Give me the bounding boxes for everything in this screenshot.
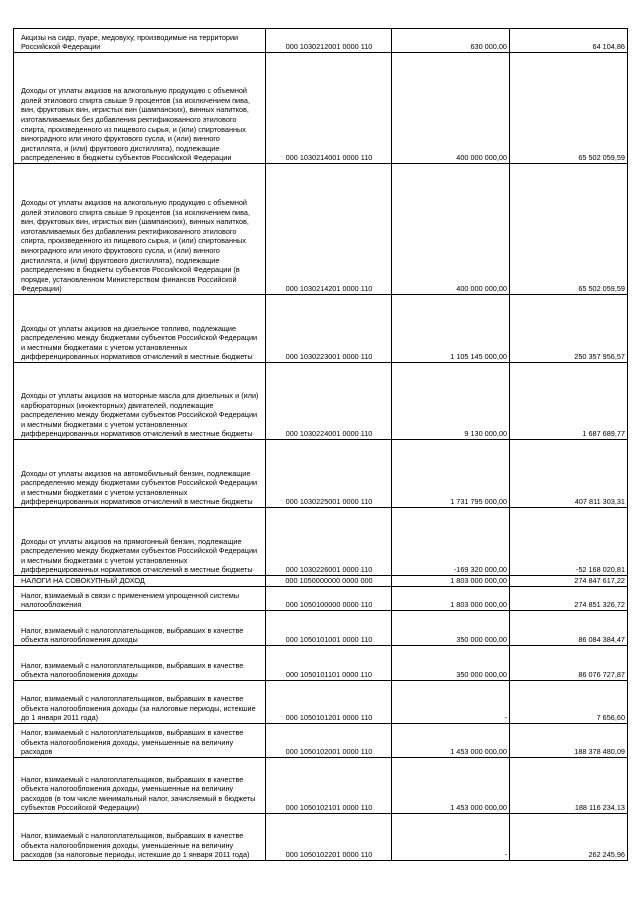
row-fact-cell: 274 851 326,72 bbox=[510, 587, 628, 611]
row-name-cell: Доходы от уплаты акцизов на алкогольную продукцию с объемной долей этилового спирта свыше 9 процентов (за исключением пива, вин, фруктовых вин, игристых вин (шампанских), винных напитков, изготавливаемых без добавления ректификованного этилового спирта, произведенного из пищевого сырья, и (или) спиртованных виноградного или иного фруктового сусла, и (или) винного дистиллята, и (или) фруктового дистиллята), подлежащие распределению в бюджеты субъектов Российской Федерации bbox=[14, 53, 266, 164]
table-row bbox=[14, 295, 628, 363]
row-code-cell: 000 1050101201 0000 110 bbox=[266, 681, 392, 724]
row-plan-cell: -169 320 000,00 bbox=[392, 508, 510, 576]
row-fact-cell: -52 168 020,81 bbox=[510, 508, 628, 576]
row-code-cell: 000 1030214201 0000 110 bbox=[266, 164, 392, 295]
revenue-table bbox=[13, 28, 628, 861]
row-fact-cell: 86 076 727,87 bbox=[510, 646, 628, 681]
row-plan-cell: 350 000 000,00 bbox=[392, 611, 510, 646]
row-code-cell: 000 1030226001 0000 110 bbox=[266, 508, 392, 576]
table-row bbox=[14, 508, 628, 576]
row-code-cell: 000 1030214001 0000 110 bbox=[266, 53, 392, 164]
row-plan-cell: 350 000 000,00 bbox=[392, 646, 510, 681]
row-name-cell: Доходы от уплаты акцизов на дизельное топливо, подлежащие распределению между бюджетами субъектов Российской Федерации и местными бюджетами с учетом установленных дифференцированных нормативов отчислений в местные бюджеты bbox=[14, 295, 266, 363]
table-row bbox=[14, 681, 628, 724]
row-fact-cell: 274 847 617,22 bbox=[510, 576, 628, 587]
row-name-cell: Налог, взимаемый с налогоплательщиков, выбравших в качестве объекта налогообложения доходы, уменьшенные на величину расходов (за налоговые периоды, истекшие до 1 января 2011 года) bbox=[14, 814, 266, 861]
row-plan-cell: 1 453 000 000,00 bbox=[392, 724, 510, 758]
table-row bbox=[14, 611, 628, 646]
row-name-cell: Налог, взимаемый с налогоплательщиков, выбравших в качестве объекта налогообложения доходы bbox=[14, 646, 266, 681]
row-fact-cell: 7 656,60 bbox=[510, 681, 628, 724]
revenue-report-sheet bbox=[13, 28, 628, 861]
table-row bbox=[14, 814, 628, 861]
table-row bbox=[14, 440, 628, 508]
row-code-cell: 000 1030224001 0000 110 bbox=[266, 363, 392, 440]
row-plan-cell: 1 803 000 000,00 bbox=[392, 587, 510, 611]
row-name-cell: Налог, взимаемый с налогоплательщиков, выбравших в качестве объекта налогообложения доходы, уменьшенные на величину расходов (в том числе минимальный налог, зачисляемый в бюджеты субъектов Российской Федерации) bbox=[14, 758, 266, 814]
row-plan-cell: 1 731 795 000,00 bbox=[392, 440, 510, 508]
row-plan-cell: 9 130 000,00 bbox=[392, 363, 510, 440]
row-fact-cell: 65 502 059,59 bbox=[510, 53, 628, 164]
row-name-cell: Акцизы на сидр, пуаре, медовуху, производимые на территории Российской Федерации bbox=[14, 29, 266, 53]
row-code-cell: 000 1050102201 0000 110 bbox=[266, 814, 392, 861]
row-code-cell: 000 1050102001 0000 110 bbox=[266, 724, 392, 758]
table-row bbox=[14, 363, 628, 440]
row-name-cell: Налог, взимаемый в связи с применением упрощенной системы налогообложения bbox=[14, 587, 266, 611]
row-name-cell: НАЛОГИ НА СОВОКУПНЫЙ ДОХОД bbox=[14, 576, 266, 587]
row-code-cell: 000 1050100000 0000 110 bbox=[266, 587, 392, 611]
row-fact-cell: 86 084 384,47 bbox=[510, 611, 628, 646]
table-row bbox=[14, 576, 628, 587]
row-fact-cell: 65 502 059,59 bbox=[510, 164, 628, 295]
row-code-cell: 000 1050101101 0000 110 bbox=[266, 646, 392, 681]
row-plan-cell: 630 000,00 bbox=[392, 29, 510, 53]
row-code-cell: 000 1030223001 0000 110 bbox=[266, 295, 392, 363]
row-name-cell: Налог, взимаемый с налогоплательщиков, выбравших в качестве объекта налогообложения доходы bbox=[14, 611, 266, 646]
row-fact-cell: 188 116 234,13 bbox=[510, 758, 628, 814]
row-plan-cell: 1 803 000 000,00 bbox=[392, 576, 510, 587]
table-row bbox=[14, 758, 628, 814]
row-plan-cell: - bbox=[392, 681, 510, 724]
table-row bbox=[14, 646, 628, 681]
row-fact-cell: 262 245,96 bbox=[510, 814, 628, 861]
row-fact-cell: 188 378 480,09 bbox=[510, 724, 628, 758]
row-code-cell: 000 1030212001 0000 110 bbox=[266, 29, 392, 53]
row-name-cell: Доходы от уплаты акцизов на прямогонный бензин, подлежащие распределению между бюджетами субъектов Российской Федерации и местными бюджетами с учетом установленных дифференцированных нормативов отчислений в местные бюджеты bbox=[14, 508, 266, 576]
row-plan-cell: 1 453 000 000,00 bbox=[392, 758, 510, 814]
row-name-cell: Налог, взимаемый с налогоплательщиков, выбравших в качестве объекта налогообложения доходы (за налоговые периоды, истекшие до 1 января 2011 года) bbox=[14, 681, 266, 724]
row-fact-cell: 64 104,86 bbox=[510, 29, 628, 53]
row-name-cell: Доходы от уплаты акцизов на алкогольную продукцию с объемной долей этилового спирта свыше 9 процентов (за исключением пива, вин, фруктовых вин, игристых вин (шампанских), винных напитков, изготавливаемых без добавления ректификованного этилового спирта, произведенного из пищевого сырья, и (или) спиртованных виноградного или иного фруктового сусла, и (или) винного дистиллята, и (или) фруктового дистиллята), подлежащие распределению в бюджеты субъектов Российской Федерации (в порядке, установленном Министерством финансов Российской Федерации) bbox=[14, 164, 266, 295]
table-row bbox=[14, 29, 628, 53]
row-name-cell: Налог, взимаемый с налогоплательщиков, выбравших в качестве объекта налогообложения доходы, уменьшенные на величину расходов bbox=[14, 724, 266, 758]
row-code-cell: 000 1050101001 0000 110 bbox=[266, 611, 392, 646]
table-row bbox=[14, 53, 628, 164]
table-row bbox=[14, 724, 628, 758]
row-fact-cell: 1 687 689,77 bbox=[510, 363, 628, 440]
row-fact-cell: 250 357 956,57 bbox=[510, 295, 628, 363]
row-fact-cell: 407 811 303,31 bbox=[510, 440, 628, 508]
row-plan-cell: 400 000 000,00 bbox=[392, 164, 510, 295]
row-plan-cell: 1 105 145 000,00 bbox=[392, 295, 510, 363]
row-code-cell: 000 1050000000 0000 000 bbox=[266, 576, 392, 587]
row-plan-cell: 400 000 000,00 bbox=[392, 53, 510, 164]
table-row bbox=[14, 164, 628, 295]
row-plan-cell: - bbox=[392, 814, 510, 861]
row-name-cell: Доходы от уплаты акцизов на автомобильный бензин, подлежащие распределению между бюджетами субъектов Российской Федерации и местными бюджетами с учетом установленных дифференцированных нормативов отчислений в местные бюджеты bbox=[14, 440, 266, 508]
row-code-cell: 000 1050102101 0000 110 bbox=[266, 758, 392, 814]
row-code-cell: 000 1030225001 0000 110 bbox=[266, 440, 392, 508]
table-row bbox=[14, 587, 628, 611]
row-name-cell: Доходы от уплаты акцизов на моторные масла для дизельных и (или) карбюраторных (инжекторных) двигателей, подлежащие распределению между бюджетами субъектов Российской Федерации и местными бюджетами с учетом установленных дифференцированных нормативов отчислений в местные бюджеты bbox=[14, 363, 266, 440]
revenue-table-body bbox=[14, 29, 628, 861]
